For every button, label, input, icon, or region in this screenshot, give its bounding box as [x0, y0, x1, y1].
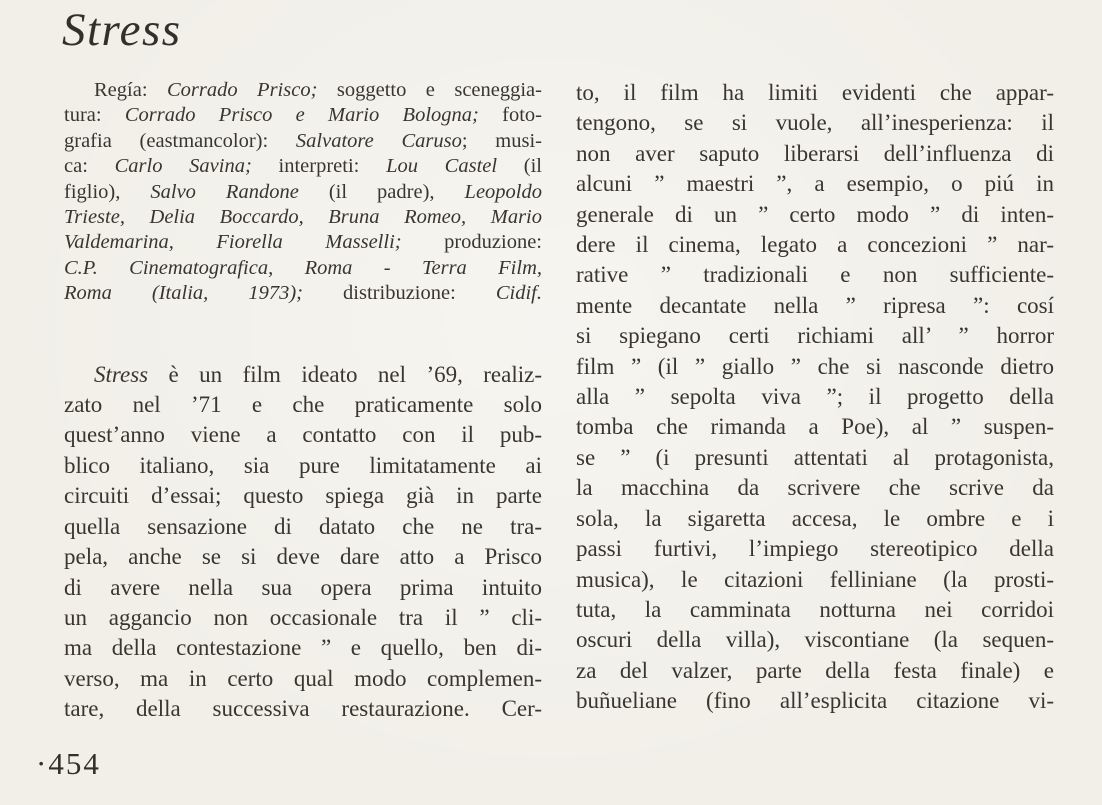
text-line: [576, 169, 1054, 199]
text-segment: circuiti d’essai; questo spiega già in parte: [64, 483, 542, 509]
text-line: [576, 200, 1054, 230]
text-segment: film ” (il ” giallo ” che si nasconde dietro: [576, 353, 1054, 379]
text-line: [64, 103, 542, 128]
text-segment: oscuri della villa), viscontiane (la sequen-: [576, 627, 1054, 653]
text-segment: verso, ma in certo qual modo complemen-: [64, 665, 542, 691]
text-line: [64, 390, 542, 420]
text-line: [64, 180, 542, 205]
italic-text-segment: Salvo Randone: [150, 180, 299, 203]
text-segment: grafia (eastmancolor):: [64, 129, 296, 152]
text-segment: dere il cinema, legato a concezioni ” nar-: [576, 232, 1054, 258]
text-segment: quella sensazione di datato che ne tra-: [64, 513, 542, 539]
text-segment: tuta, la camminata notturna nei corridoi: [576, 596, 1054, 622]
italic-text-segment: Corrado Prisco e Mario Bologna;: [124, 104, 479, 127]
text-segment: rative ” tradizionali e non sufficiente-: [576, 262, 1054, 288]
text-segment: alcuni ” maestri ”, a esempio, o piú in: [576, 171, 1054, 197]
text-segment: foto-: [478, 104, 543, 127]
text-line: [64, 481, 542, 511]
text-segment: produzione:: [401, 231, 542, 254]
text-segment: buñueliane (fino all’esplicita citazione vi-: [576, 688, 1054, 714]
text-segment: blico italiano, sia pure limitatamente ai: [64, 452, 542, 478]
text-line: [64, 281, 542, 306]
text-line: [576, 139, 1054, 169]
text-segment: Regía:: [94, 79, 167, 101]
text-line: [64, 154, 542, 179]
text-line: [576, 352, 1054, 382]
text-line: [64, 573, 542, 603]
text-line: [576, 321, 1054, 351]
text-segment: distribuzione:: [302, 282, 496, 305]
text-segment: musica), le citazioni felliniane (la prosti-: [576, 566, 1054, 592]
italic-text-segment: Lou Castel: [386, 155, 498, 178]
text-line: [576, 473, 1054, 503]
text-segment: pela, anche se si deve dare atto a Prisco: [64, 544, 542, 570]
text-segment: za del valzer, parte della festa finale) e: [576, 657, 1054, 683]
text-line: [64, 512, 542, 542]
text-segment: si spiegano certi richiami all’ ” horror: [576, 323, 1054, 349]
text-segment: soggetto e sceneggia-: [317, 79, 542, 101]
italic-text-segment: Leopoldo: [464, 180, 542, 203]
paragraph-gap: [64, 307, 542, 360]
text-segment: to, il film ha limiti evidenti che appar-: [576, 80, 1054, 105]
text-line: [64, 420, 542, 450]
text-line: [576, 108, 1054, 138]
text-line: [576, 230, 1054, 260]
text-segment: (il padre),: [298, 180, 465, 203]
right-column: [576, 78, 1054, 717]
text-segment: quest’anno viene a contatto con il pub-: [64, 422, 542, 448]
review-paragraph-left: [64, 360, 542, 725]
text-line: [64, 78, 542, 103]
italic-text-segment: C.P. Cinematografica, Roma - Terra Film,: [64, 256, 542, 279]
text-segment: tengono, se si vuole, all’inesperienza: il: [576, 110, 1054, 136]
text-line: [576, 565, 1054, 595]
text-line: [576, 504, 1054, 534]
text-segment: alla ” sepolta viva ”; il progetto della: [576, 384, 1054, 410]
text-segment: ; musi-: [461, 129, 542, 152]
credits-paragraph: [64, 78, 542, 307]
text-segment: di avere nella sua opera prima intuito: [64, 574, 542, 600]
text-segment: ca:: [64, 155, 115, 178]
text-line: [64, 205, 542, 230]
text-segment: interpreti:: [251, 155, 387, 178]
review-paragraph-right: [576, 78, 1054, 717]
italic-text-segment: Roma (Italia, 1973);: [64, 282, 303, 305]
text-segment: zato nel ’71 e che praticamente solo: [64, 392, 542, 418]
text-line: [64, 360, 542, 390]
entry-title: Stress: [62, 4, 182, 56]
text-line: [576, 443, 1054, 473]
text-segment: passi furtivi, l’impiego stereotipico della: [576, 536, 1054, 562]
text-segment: (il: [497, 155, 543, 178]
text-segment: la macchina da scrivere che scrive da: [576, 475, 1054, 501]
text-line: [576, 382, 1054, 412]
text-line: [64, 256, 542, 281]
text-segment: tura:: [64, 104, 125, 127]
text-segment: tomba che rimanda a Poe), al ” suspen-: [576, 414, 1054, 440]
text-segment: mente decantate nella ” ripresa ”: cosí: [576, 292, 1054, 318]
text-line: [64, 694, 542, 724]
text-segment: ma della contestazione ” e quello, ben di-: [64, 635, 542, 661]
text-segment: figlio),: [64, 180, 151, 203]
text-line: [64, 664, 542, 694]
left-column: [64, 78, 542, 725]
text-line: [64, 451, 542, 481]
text-line: [64, 542, 542, 572]
text-segment: un aggancio non occasionale tra il ” cli-: [64, 604, 542, 630]
text-segment: generale di un ” certo modo ” di inten-: [576, 201, 1054, 227]
text-line: [576, 625, 1054, 655]
text-line: [576, 534, 1054, 564]
text-line: [576, 412, 1054, 442]
italic-text-segment: Trieste, Delia Boccardo, Bruna Romeo, Mario: [64, 206, 542, 229]
text-line: [576, 595, 1054, 625]
italic-text-segment: Salvatore Caruso: [295, 129, 462, 152]
text-segment: tare, della successiva restaurazione. Cer-: [64, 696, 542, 722]
text-segment: sola, la sigaretta accesa, le ombre e i: [576, 505, 1054, 531]
page-number: ·454: [36, 746, 101, 781]
text-line: [576, 291, 1054, 321]
text-line: [64, 129, 542, 154]
italic-text-segment: Stress: [94, 361, 149, 387]
text-line: [64, 633, 542, 663]
italic-text-segment: Cidif.: [495, 282, 542, 305]
text-segment: se ” (i presunti attentati al protagonista,: [576, 444, 1054, 470]
text-segment: è un film ideato nel ’69, realiz-: [148, 361, 542, 387]
text-line: [576, 78, 1054, 108]
italic-text-segment: Valdemarina, Fiorella Masselli;: [64, 231, 402, 254]
text-line: [64, 230, 542, 255]
italic-text-segment: Corrado Prisco;: [166, 79, 318, 101]
text-line: [64, 603, 542, 633]
text-segment: non aver saputo liberarsi dell’influenza di: [576, 140, 1054, 166]
text-line: [576, 686, 1054, 716]
italic-text-segment: Carlo Savina;: [114, 155, 252, 178]
text-line: [576, 656, 1054, 686]
text-line: [576, 260, 1054, 290]
